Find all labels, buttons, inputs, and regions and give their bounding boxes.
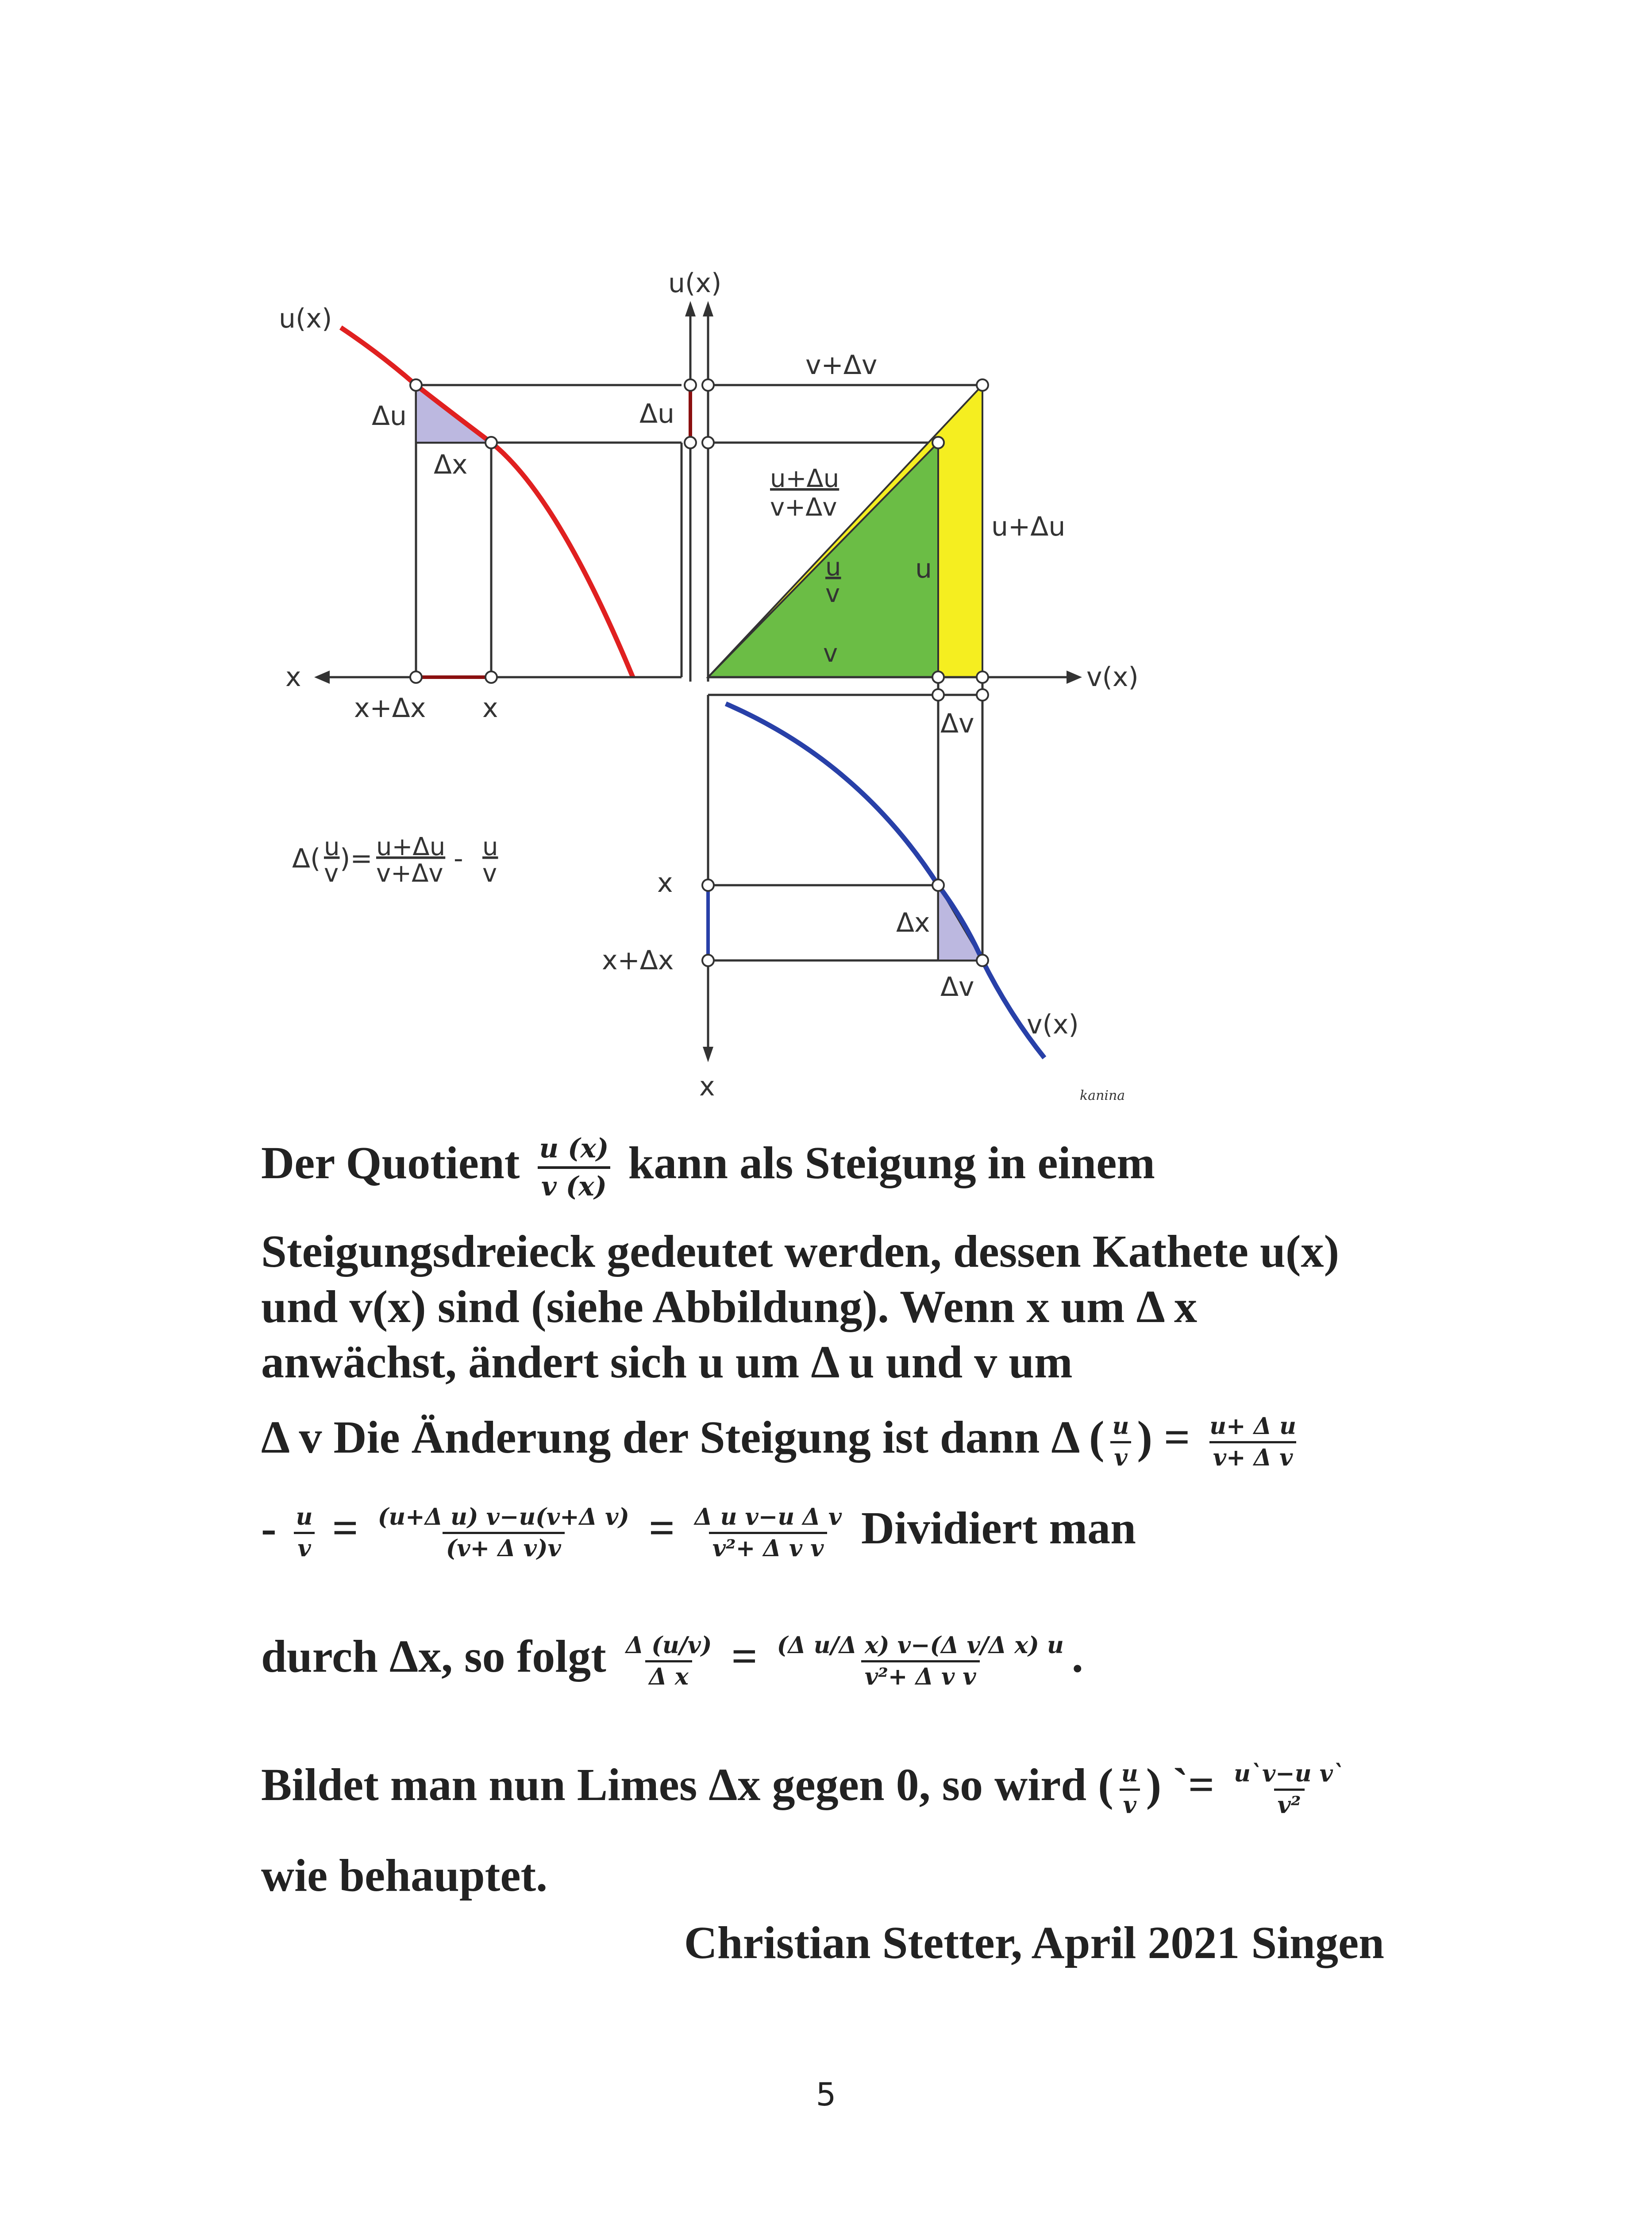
fraction-denominator: v+ Δ v: [1209, 1441, 1297, 1473]
fraction-denominator: v: [1120, 1789, 1140, 1820]
formula-t2-num: u: [482, 833, 498, 861]
fraction-u-v-2: [293, 1503, 316, 1563]
fraction-numerator: u: [1112, 1412, 1129, 1440]
label-ratio-v: v: [825, 579, 840, 608]
equals-sign: =: [648, 1503, 675, 1554]
fraction-numerator: Δ u v−u Δ v: [694, 1503, 842, 1531]
page-number: 5: [816, 2076, 836, 2113]
period: .: [1071, 1631, 1083, 1682]
equals-sign: =: [731, 1631, 758, 1682]
label-dv-top: Δv: [940, 708, 974, 739]
label-u-plus-du: u+Δu: [991, 511, 1066, 542]
equals-sign: =: [332, 1503, 358, 1554]
label-v-of-x-axis: v(x): [1086, 662, 1139, 693]
v-curve: [726, 704, 1044, 1058]
formula-lhs-num: u: [324, 833, 340, 861]
fraction-numerator: (u+Δ u) v−u(v+Δ v): [377, 1503, 629, 1531]
line7-start: durch Δx, so folgt: [261, 1631, 606, 1682]
label-x-plus-dx: x+Δx: [354, 693, 426, 724]
u-axis: [690, 310, 708, 682]
label-du-left: Δu: [372, 401, 407, 432]
formula-lhs-close: )=: [340, 843, 373, 874]
label-dx-top: Δx: [434, 449, 468, 480]
label-x-axis-left: x: [285, 662, 301, 693]
fraction-denominator: Δ x: [645, 1660, 692, 1692]
formula-lhs-den: v: [324, 859, 339, 888]
fraction-denominator: v: [1110, 1441, 1131, 1473]
fraction-denominator: v²+ Δ v v: [861, 1660, 980, 1692]
u-axis-arrow-2: [703, 301, 713, 316]
fraction-numerator: u: [1121, 1760, 1138, 1787]
artist-mark: kanina: [1080, 1088, 1125, 1103]
fraction-divided: [774, 1631, 1067, 1692]
line5-start: Δ v Die Änderung der Steigung ist dann Δ: [261, 1412, 1078, 1463]
label-x-tick: x: [482, 693, 498, 724]
label-du-mid: Δu: [639, 398, 675, 429]
fraction-denominator: v (x): [538, 1166, 610, 1204]
label-u-side: u: [915, 553, 932, 584]
equals-sign: =: [1163, 1412, 1190, 1463]
line6-end: Dividiert man: [861, 1503, 1136, 1554]
u-axis-arrow-1: [685, 301, 696, 316]
text-line-2: Steigungsdreieck gedeutet werden, dessen Kathete u(x): [261, 1226, 1340, 1277]
v-axis-arrow: [1067, 671, 1082, 684]
fraction-denominator: v²: [1274, 1789, 1305, 1820]
label-dx-lower: Δx: [896, 907, 930, 938]
fraction-numerator: u (x): [539, 1133, 609, 1164]
fraction-numerator: u`v−u v`: [1234, 1760, 1344, 1787]
text-line-1: [261, 1131, 1398, 1204]
label-v-base: v: [823, 639, 838, 668]
label-x-plus-dx-lower: x+Δx: [602, 945, 674, 976]
text-line-5: Δ v Die Änderung der Steigung ist dann Δ ( $\frac{u}{v}$ ) = $\frac{\text{u+ Δ u}}{\text{v+ Δ v}}$: [261, 1410, 1398, 1473]
fraction-denominator: v²+ Δ v v: [709, 1532, 828, 1563]
label-x-axis-bottom: x: [699, 1071, 715, 1102]
fraction-numerator: Δ (u/v): [625, 1631, 712, 1659]
label-dv-lower: Δv: [940, 972, 974, 1002]
label-x-lower: x: [657, 867, 673, 898]
fraction-expanded: [374, 1503, 633, 1563]
text-line-4: anwächst, ändert sich u um Δ u und v um: [261, 1337, 1073, 1388]
formula-minus: -: [454, 843, 463, 874]
author-signature: Christian Stetter, April 2021 Singen: [684, 1917, 1384, 1968]
fraction-denominator: (v+ Δ v)v: [443, 1532, 565, 1563]
label-v-of-x-curve: v(x): [1027, 1009, 1079, 1040]
fraction-u-du-over-v-dv: [1206, 1412, 1300, 1473]
quotient-rule-diagram: [248, 248, 1186, 1115]
line8-start: Bildet man nun Limes Δx gegen 0, so wird: [261, 1759, 1087, 1810]
fraction-numerator: (Δ u/Δ x) v−(Δ v/Δ x) u: [777, 1631, 1064, 1659]
text-line-7: [261, 1629, 1398, 1692]
x-axis-bottom-arrow: [703, 1047, 713, 1062]
line1-start: Der Quotient: [261, 1137, 520, 1188]
fraction-numerator: u+ Δ u: [1209, 1412, 1296, 1440]
formula-t1-num: u+Δu: [376, 833, 446, 861]
label-u-of-x-left: u(x): [279, 303, 332, 334]
label-v-plus-dv: v+Δv: [805, 350, 878, 381]
fraction-u-v-1: [1109, 1412, 1133, 1473]
fraction-difference-quotient: [622, 1631, 716, 1692]
label-slope-denominator: v+Δv: [770, 493, 837, 522]
fraction-simplified: [691, 1503, 845, 1563]
text-line-3: und v(x) sind (siehe Abbildung). Wenn x um Δ x: [261, 1281, 1198, 1332]
fraction-u-over-v: [535, 1131, 612, 1204]
x-axis-left-arrow: [314, 671, 330, 684]
text-line-8: Bildet man nun Limes Δx gegen 0, so wird ( $\frac{u}{v}$ ) `= $\frac{\text{u`v−u v`}}{\text{v²}}$: [261, 1757, 1398, 1820]
fraction-quotient-rule: [1230, 1759, 1348, 1820]
delta-formula: [292, 833, 498, 888]
formula-t1-den: v+Δv: [376, 859, 443, 888]
derivative-equals: `=: [1173, 1759, 1215, 1810]
text-line-9: wie behauptet.: [261, 1850, 548, 1901]
minus-sign: -: [261, 1503, 277, 1554]
formula-t2-den: v: [482, 859, 497, 888]
text-line-6: [261, 1500, 1398, 1563]
formula-delta: Δ(: [292, 843, 321, 874]
fraction-denominator: v: [294, 1532, 314, 1563]
label-u-of-x-axis: u(x): [668, 268, 722, 299]
label-slope-numerator: u+Δu: [770, 464, 839, 493]
line1-end: kann als Steigung in einem: [628, 1137, 1155, 1188]
label-ratio-u: u: [825, 553, 841, 582]
fraction-u-v-3: [1118, 1759, 1142, 1820]
fraction-numerator: u: [296, 1503, 313, 1531]
u-curve: [341, 328, 633, 677]
